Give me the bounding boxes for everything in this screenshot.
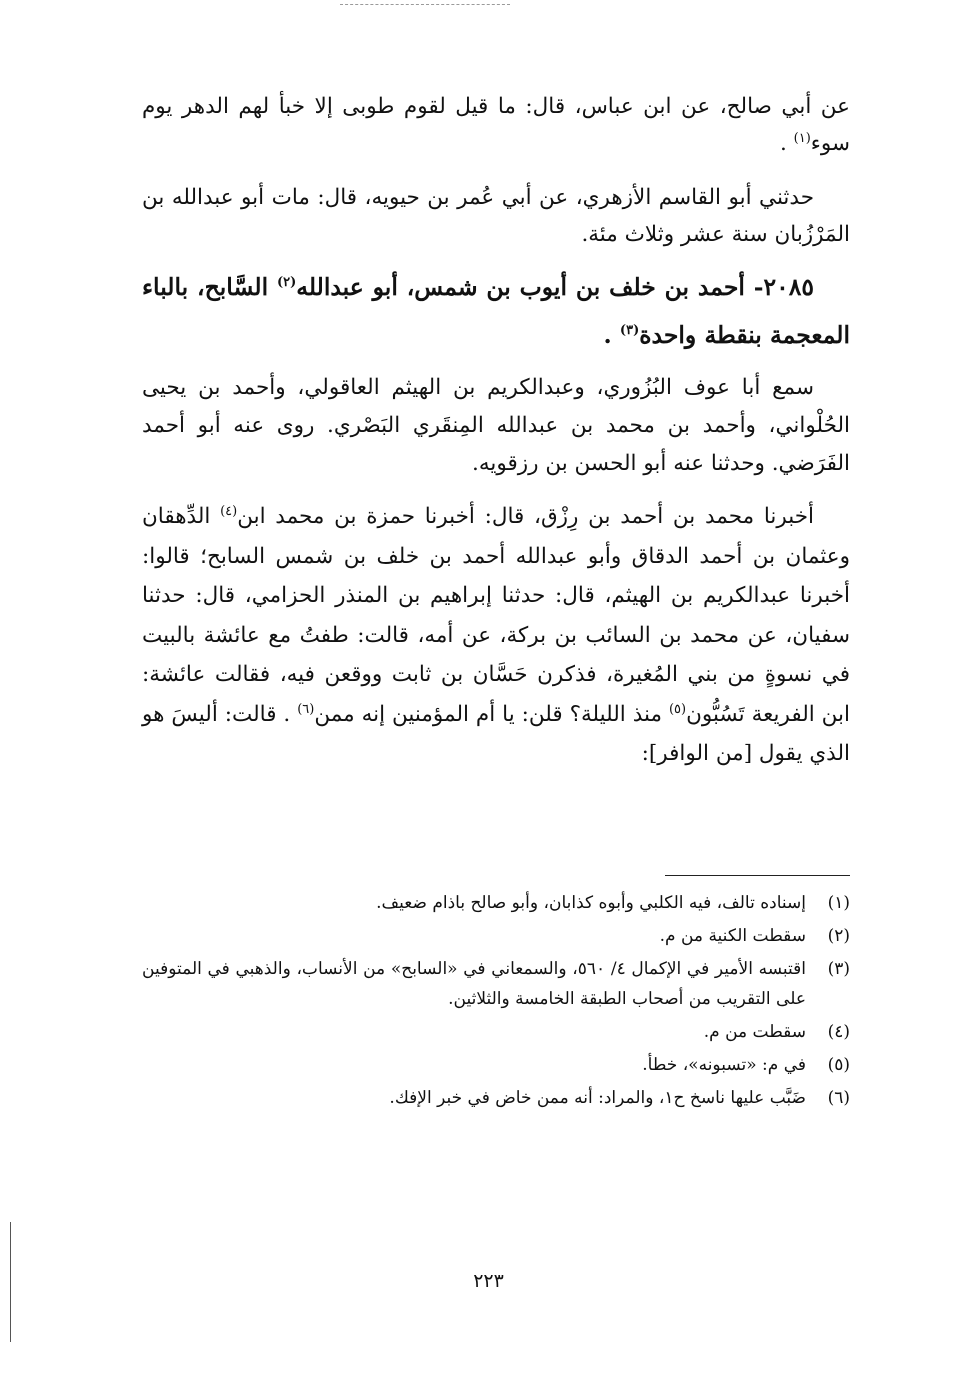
paragraph-2: حدثني أبو القاسم الأزهري، عن أبي عُمر بن حيويه، قال: مات أبو عبدالله بن المَرْزُبان سنة عشر وثلاث مئة.: [142, 185, 850, 247]
footnote-number: (٦): [827, 1088, 850, 1108]
footnote-ref-5: (٥): [668, 701, 687, 717]
entry-heading-name: ٢٠٨٥- أحمد بن خلف بن أيوب بن شمس، أبو عبدالله: [296, 273, 814, 301]
footnote-3: [142, 954, 850, 1014]
entry-heading-nisba: السَّابح، بالباء المعجمة بنقطة واحدة: [142, 273, 850, 349]
entry-heading-end: .: [603, 321, 620, 349]
footnote-number: (٤): [827, 1022, 850, 1042]
page-number: ٢٢٣: [473, 1270, 504, 1292]
footnote-text: سقطت الكنية من م.: [659, 926, 806, 946]
footnote-number: (١): [827, 893, 850, 913]
footnote-2: [142, 921, 850, 951]
paragraph-4-part-d: . قالت: أليسَ هو الذي يقول [من الوافر]:: [142, 701, 850, 766]
footnote-ref-4: (٤): [220, 503, 238, 519]
paragraph-4-part-b: الدِّهقان وعثمان بن أحمد الدقاق وأبو عبدالله أحمد بن خلف بن شمس السابح؛ قالوا: أخبرنا عبدالكريم بن الهيثم، قال: حدثنا إبراهيم بن المنذر الحزامي، قال: حدثنا سفيان، عن محمد بن السائب بن بركة، عن أمه، قالت: طفتُ مع عائشة بالبيت في نسوةٍ من بني المُغيرة، فذكرن حَسَّان بن ثابت ووقعن فيه، فقالت عائشة: ابن الفريعة تَسُبُّون: [142, 504, 850, 727]
footnote-ref-1: (١): [793, 130, 811, 146]
footnote-separator: [665, 875, 850, 876]
footnote-number: (٥): [827, 1055, 850, 1075]
paragraph-1-text: عن أبي صالح، عن ابن عباس، قال: ما قيل لقوم طوبى إلا خبأ لهم الدهر يوم سوء: [142, 94, 850, 156]
paragraph-1: [142, 88, 850, 162]
footnote-4: [142, 1017, 850, 1047]
footnote-ref-6: (٦): [297, 701, 315, 717]
footnote-text: سقطت من م.: [703, 1022, 806, 1042]
paragraph-4-part-c: منذ الليلة؟ قلن: يا أم المؤمنين إنه ممن: [314, 701, 669, 727]
footnote-number: (٣): [827, 959, 850, 979]
footnote-5: [142, 1050, 850, 1080]
entry-heading: [142, 263, 850, 359]
footnote-ref-2: (٢): [276, 275, 297, 291]
scan-edge-line: [10, 1222, 11, 1342]
footnote-6: [142, 1083, 850, 1113]
footnote-text: إسناده تالف، فيه الكلبي وأبوه كذابان، وأبو صالح باذام ضعيف.: [376, 893, 806, 913]
footnote-ref-3: (٣): [619, 323, 640, 339]
footnote-text: في م: «تسبونه»، خطأ.: [642, 1055, 806, 1075]
paragraph-1-end: .: [779, 131, 794, 156]
footnote-number: (٢): [827, 926, 850, 946]
footnote-1: [142, 888, 850, 918]
scan-top-mark: [340, 4, 510, 5]
footnotes: [142, 888, 850, 1116]
footnote-text: اقتبسه الأمير في الإكمال ٤/ ٥٦٠، والسمعاني في «السابح» من الأنساب، والذهبي في المتوفين على التقريب من أصحاب الطبقة الخامسة والثلاثين.: [142, 959, 806, 1009]
main-text: [142, 88, 850, 774]
footnote-text: ضَبَّب عليها ناسخ ح١، والمراد: أنه ممن خاض في خبر الإفك.: [389, 1088, 806, 1108]
paragraph-4: [142, 497, 850, 774]
paragraph-4-part-a: أخبرنا محمد بن أحمد بن رِزْق، قال: أخبرنا حمزة بن محمد ابن: [237, 504, 814, 529]
paragraph-3: سمع أبا عوف البُزُوري، وعبدالكريم بن الهيثم العاقولي، وأحمد بن يحيى الحُلْواني، وأحمد بن محمد بن عبدالله المِنقَري البَصْري. روى عنه أبو أحمد الفَرَضي. وحدثنا عنه أبو الحسن بن رزقويه.: [142, 375, 850, 476]
